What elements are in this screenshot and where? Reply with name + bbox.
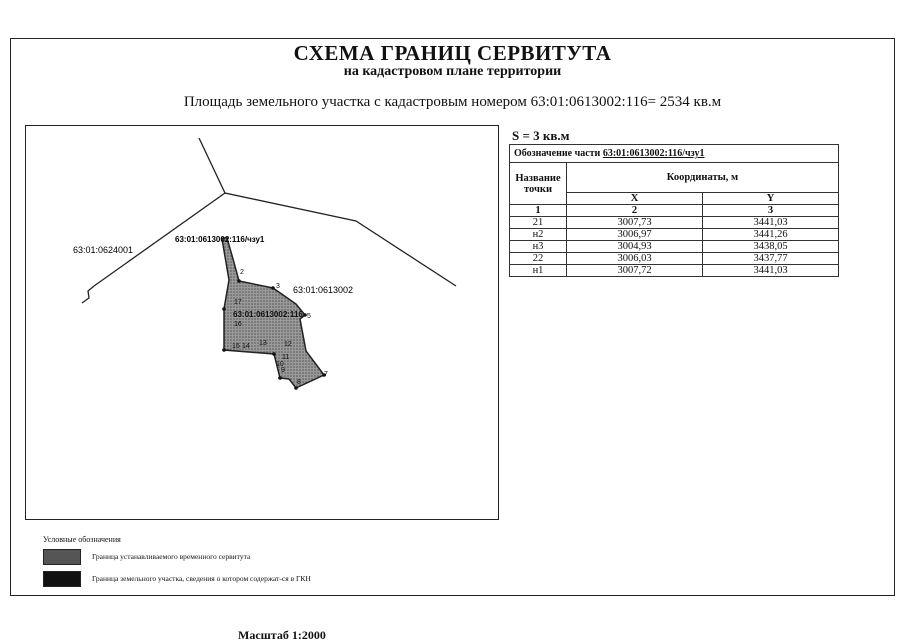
legend-title: Условные обозначения xyxy=(43,535,121,544)
legend-text-parcel: Граница земельного участка, сведения о котором содержат-ся в ГКН xyxy=(92,574,311,583)
column-number-3: 3 xyxy=(703,205,839,217)
vertex-9 xyxy=(278,376,282,380)
point-label-12: 12 xyxy=(284,341,292,348)
easement-area: S = 3 кв.м xyxy=(512,128,570,143)
boundary-line-north xyxy=(199,138,456,286)
legend-text-easement: Граница устанавливаемого временного сервитута xyxy=(92,552,251,561)
vertex-16 xyxy=(222,307,226,311)
column-number-2: 2 xyxy=(567,205,703,217)
boundary-line-stub xyxy=(82,286,94,303)
point-label-2: 2 xyxy=(240,269,244,276)
document-title: СХЕМА ГРАНИЦ СЕРВИТУТА xyxy=(293,41,612,65)
column-number-1: 1 xyxy=(510,205,567,217)
header-coordinates: Координаты, м xyxy=(567,163,839,193)
header-y: Y xyxy=(703,193,839,205)
legend-swatch-easement xyxy=(43,549,81,565)
table-row: 22 3006,03 3437,77 xyxy=(510,253,839,265)
part-label: Обозначение части xyxy=(514,148,601,159)
point-label-5: 5 xyxy=(307,313,311,320)
point-label-11: 11 xyxy=(282,354,290,361)
map-scale: Масштаб 1:2000 xyxy=(238,628,326,642)
document-subtitle: на кадастровом плане территории xyxy=(343,64,562,79)
point-label-9: 9 xyxy=(281,367,285,374)
table-row: н1 3007,72 3441,03 xyxy=(510,265,839,277)
point-label-13: 13 xyxy=(259,340,267,347)
map-drawing xyxy=(26,126,500,521)
label-inner-parcel: 63:01:0613002:116 xyxy=(233,310,303,319)
label-easement: 63:01:0613002:116/чзу1 xyxy=(175,235,265,244)
point-label-3: 3 xyxy=(276,283,280,290)
parcel-area-line: Площадь земельного участка с кадастровым номером 63:01:0613002:116= 2534 кв.м xyxy=(183,94,722,110)
vertex-12 xyxy=(272,352,276,356)
vertex-2 xyxy=(237,279,241,283)
vertex-8 xyxy=(294,386,298,390)
table-row: 21 3007,73 3441,03 xyxy=(510,217,839,229)
label-parcel-0624001: 63:01:0624001 xyxy=(73,245,134,255)
point-label-15: 15 xyxy=(232,343,240,350)
point-label-10: 10 xyxy=(276,361,284,368)
table-row: н2 3006,97 3441,26 xyxy=(510,229,839,241)
table-row: н3 3004,93 3438,05 xyxy=(510,241,839,253)
point-label-17: 17 xyxy=(234,299,242,306)
legend-swatch-parcel xyxy=(43,571,81,587)
point-label-7: 7 xyxy=(324,371,328,378)
point-label-8: 8 xyxy=(297,379,301,386)
vertex-17 xyxy=(222,348,226,352)
header-point-name: Название точки xyxy=(510,163,567,205)
header-x: X xyxy=(567,193,703,205)
point-label-16: 16 xyxy=(234,321,242,328)
vertex-3 xyxy=(271,286,275,290)
label-parcel-0613002: 63:01:0613002 xyxy=(293,285,354,295)
coordinates-table xyxy=(509,144,839,277)
part-designation-cell xyxy=(510,145,839,163)
point-label-14: 14 xyxy=(242,343,250,350)
part-id: 63:01:0613002:116/чзу1 xyxy=(602,148,705,159)
